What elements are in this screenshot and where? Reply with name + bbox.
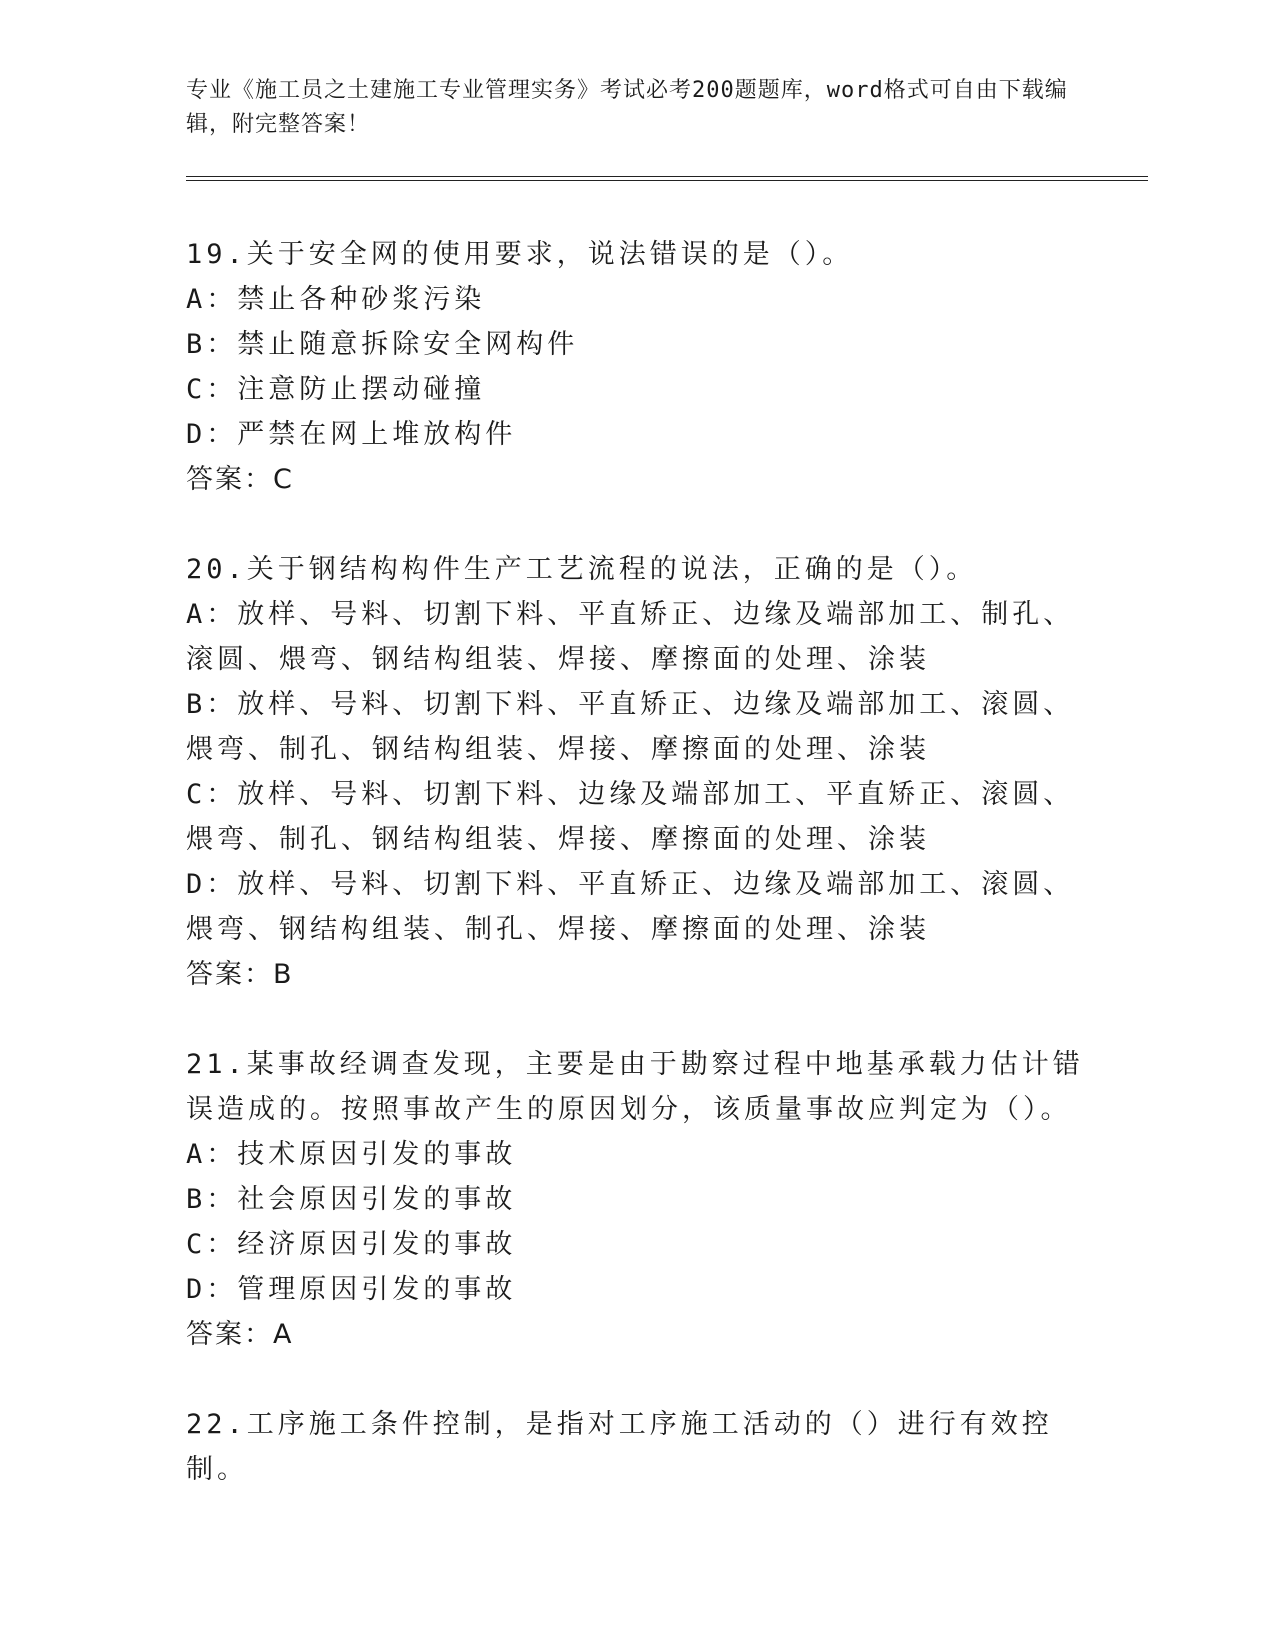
question-list — [186, 232, 1086, 1537]
option-a: A：技术原因引发的事故 — [186, 1139, 517, 1170]
header-rule-top — [186, 176, 1148, 177]
answer: 答案：A — [186, 1319, 294, 1350]
option-d: D：放样、号料、切割下料、平直矫正、边缘及端部加工、滚圆、煨弯、钢结构组装、制孔、焊接、摩擦面的处理、涂装 — [186, 869, 1075, 945]
question-21 — [186, 1042, 1086, 1357]
option-d: D：管理原因引发的事故 — [186, 1274, 517, 1305]
option-c: C：经济原因引发的事故 — [186, 1229, 517, 1260]
option-c: C：注意防止摆动碰撞 — [186, 374, 486, 405]
option-a: A：禁止各种砂浆污染 — [186, 284, 486, 315]
question-20 — [186, 547, 1086, 997]
question-stem: 21.某事故经调查发现，主要是由于勘察过程中地基承载力估计错误造成的。按照事故产生的原因划分，该质量事故应判定为（）。 — [186, 1049, 1084, 1125]
option-c: C：放样、号料、切割下料、边缘及端部加工、平直矫正、滚圆、煨弯、制孔、钢结构组装、焊接、摩擦面的处理、涂装 — [186, 779, 1075, 855]
answer: 答案：B — [186, 959, 294, 990]
document-header: 专业《施工员之土建施工专业管理实务》考试必考200题题库，word格式可自由下载编辑，附完整答案！ — [186, 78, 1068, 137]
option-b: B：社会原因引发的事故 — [186, 1184, 517, 1215]
question-stem: 20.关于钢结构构件生产工艺流程的说法，正确的是（）。 — [186, 554, 978, 585]
option-b: B：禁止随意拆除安全网构件 — [186, 329, 579, 360]
question-stem: 22.工序施工条件控制，是指对工序施工活动的（）进行有效控制。 — [186, 1409, 1053, 1485]
question-19 — [186, 232, 1086, 502]
option-a: A：放样、号料、切割下料、平直矫正、边缘及端部加工、制孔、滚圆、煨弯、钢结构组装、焊接、摩擦面的处理、涂装 — [186, 599, 1075, 675]
option-b: B：放样、号料、切割下料、平直矫正、边缘及端部加工、滚圆、煨弯、制孔、钢结构组装、焊接、摩擦面的处理、涂装 — [186, 689, 1075, 765]
answer: 答案：C — [186, 464, 294, 495]
question-stem: 19.关于安全网的使用要求，说法错误的是（）。 — [186, 239, 854, 270]
header-rule-bottom — [186, 180, 1148, 181]
question-22 — [186, 1402, 1086, 1492]
option-d: D：严禁在网上堆放构件 — [186, 419, 517, 450]
